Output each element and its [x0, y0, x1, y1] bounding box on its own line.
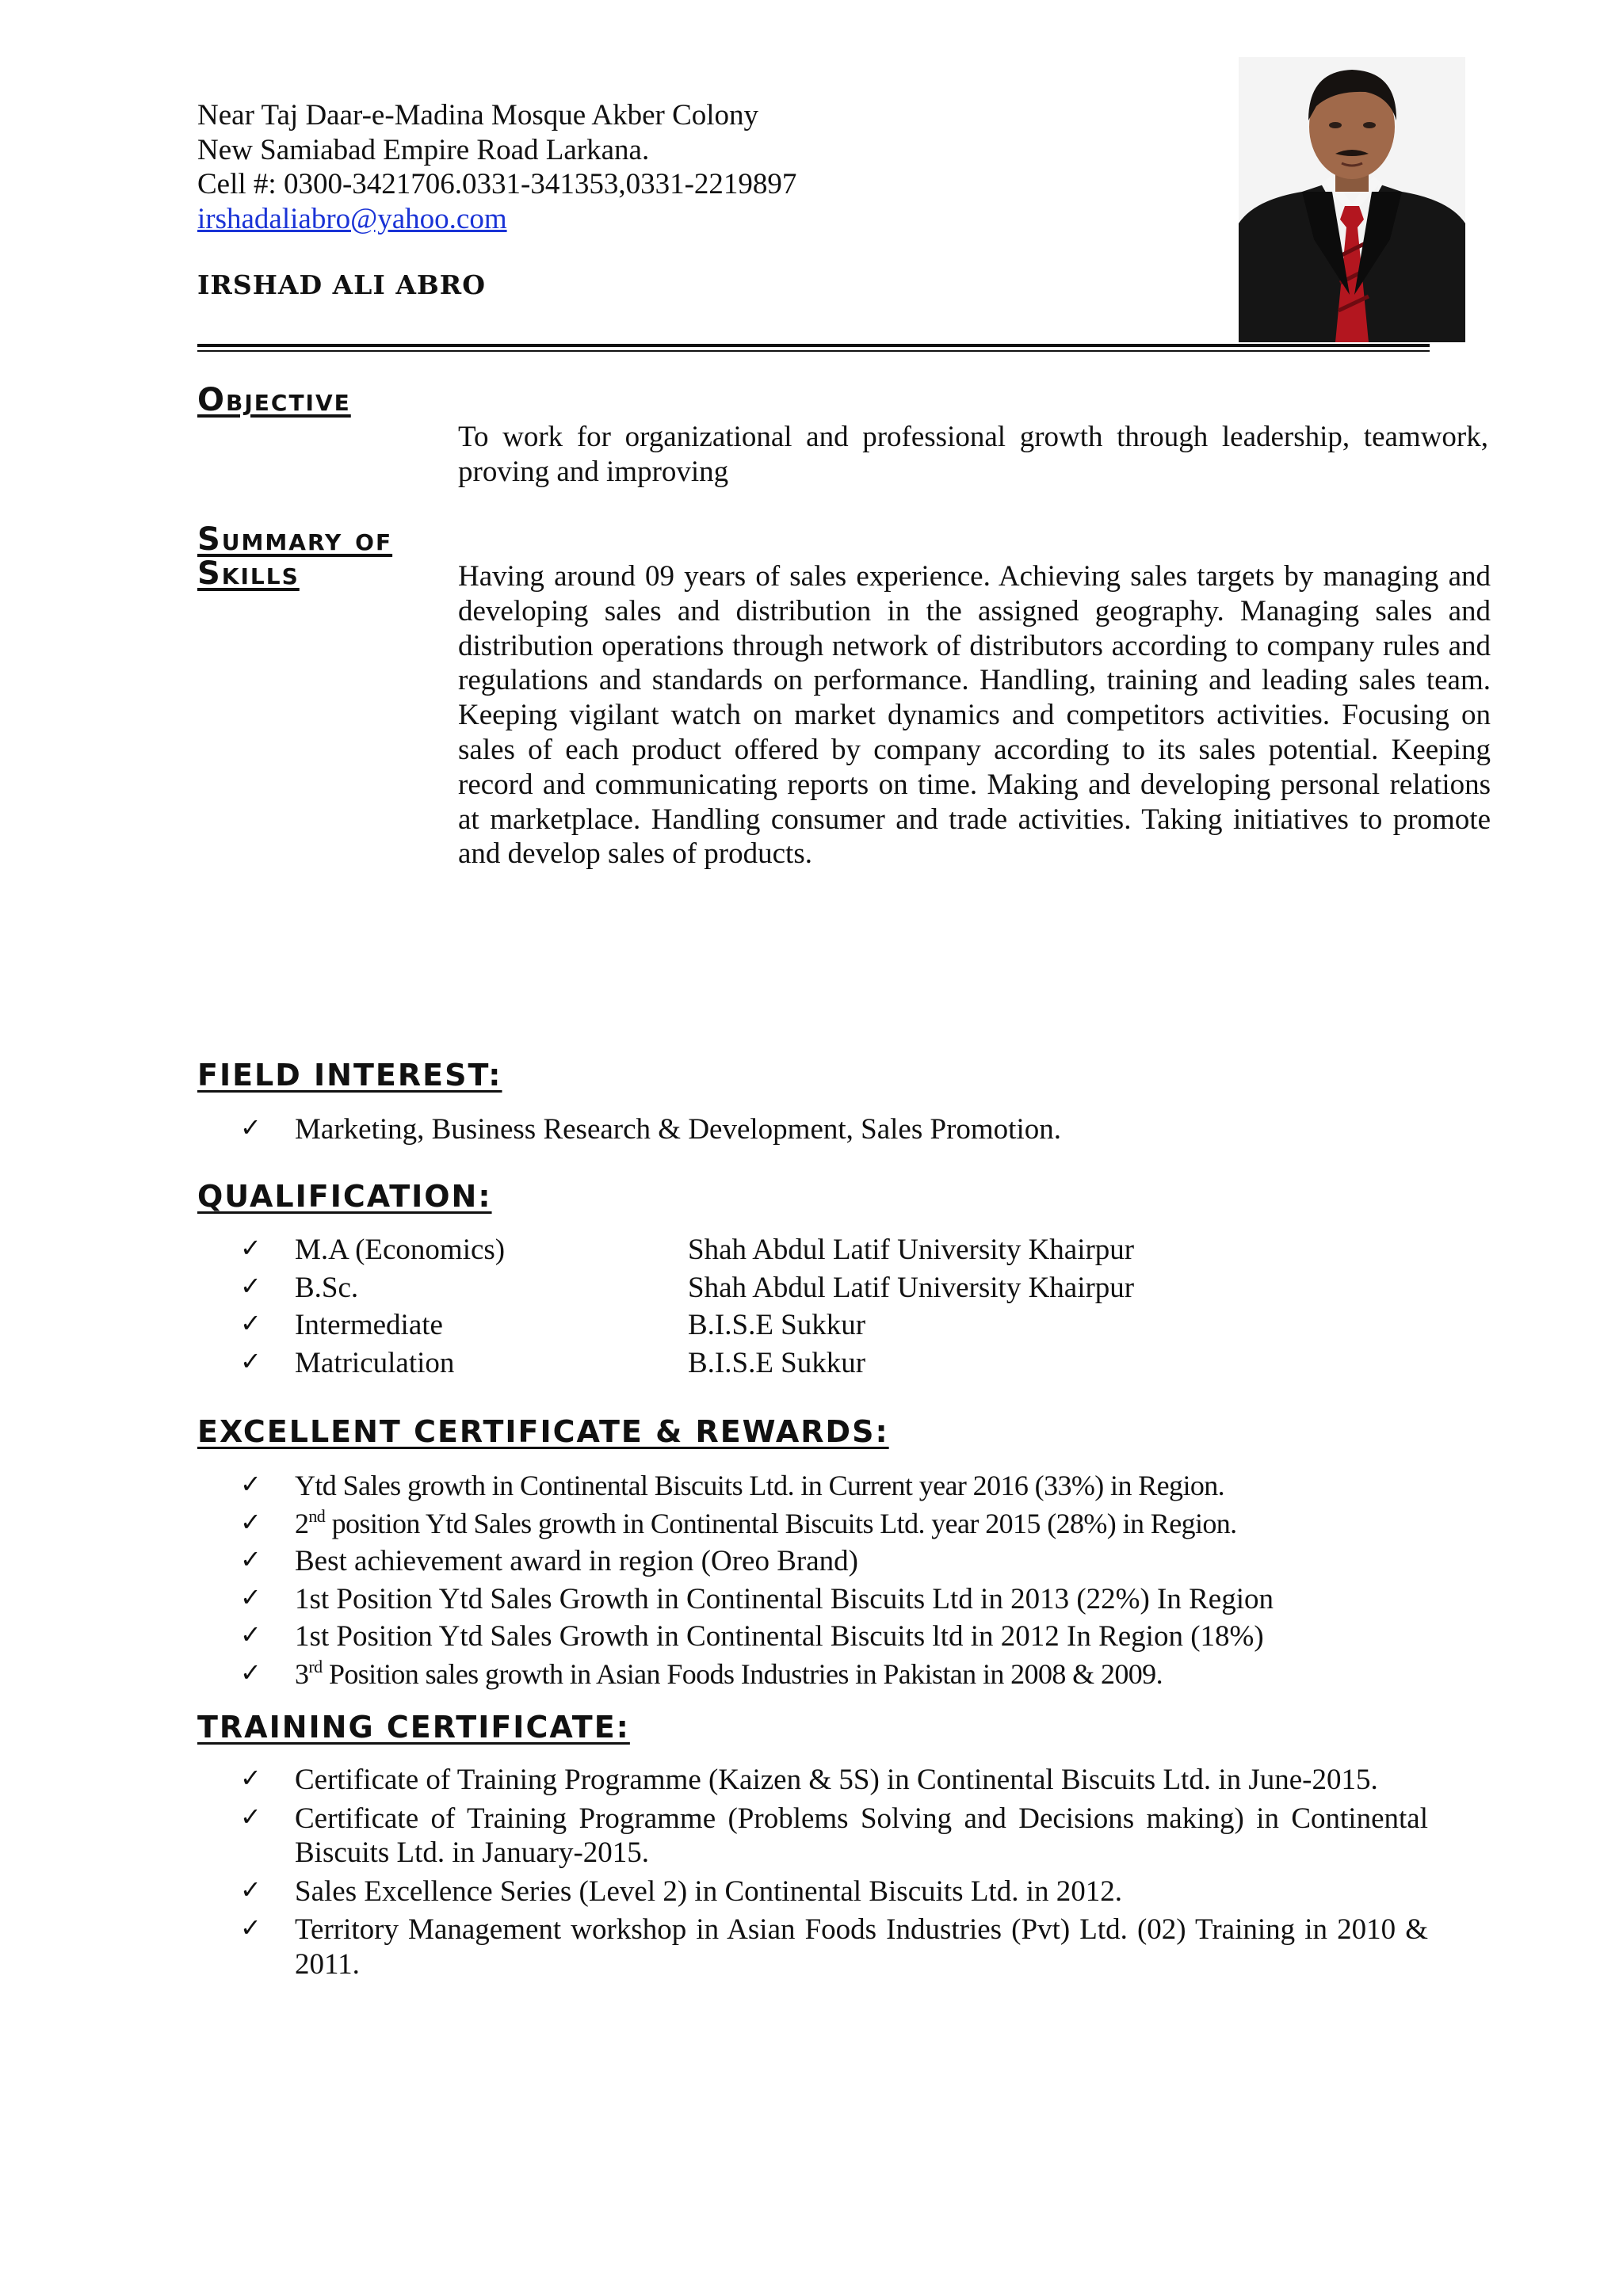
header-rule-thin [197, 350, 1430, 352]
email-link[interactable]: irshadaliabro@yahoo.com [197, 202, 507, 235]
degree: Intermediate [295, 1309, 443, 1341]
list-item: ✓ Certificate of Training Programme (Problems Solving and Decisions making) in Continental Biscuits Ltd. in January-2015. [240, 1801, 1428, 1869]
cell-numbers: Cell #: 0300-3421706.0331-341353,0331-2219897 [197, 168, 797, 200]
check-icon: ✓ [240, 1506, 262, 1537]
ordinal-number: 3 [295, 1657, 309, 1690]
training-list [240, 1763, 1429, 1985]
institute: Shah Abdul Latif University Khairpur [688, 1271, 1135, 1304]
degree: B.Sc. [295, 1271, 359, 1304]
check-icon: ✓ [240, 1581, 262, 1612]
institute: Shah Abdul Latif University Khairpur [688, 1234, 1135, 1266]
objective-text: To work for organizational and professional growth through leadership, teamwork, proving and improving [458, 421, 1488, 488]
list-item: ✓ Sales Excellence Series (Level 2) in Continental Biscuits Ltd. in 2012. [240, 1874, 1122, 1908]
check-icon: ✓ [240, 1345, 262, 1376]
check-icon: ✓ [240, 1763, 262, 1793]
rewards-heading: EXCELLENT CERTIFICATE & REWARDS: [197, 1414, 889, 1449]
list-item: ✓ Certificate of Training Programme (Kaizen & 5S) in Continental Biscuits Ltd. in June-2015. [240, 1763, 1378, 1796]
training-heading: TRAINING CERTIFICATE: [197, 1710, 630, 1745]
contact-block [197, 98, 796, 236]
ordinal-suffix: rd [308, 1656, 323, 1676]
summary-text: Having around 09 years of sales experience. Achieving sales targets by managing and developing sales and distribution in the assigned geography. Managing sales and distribution operations through network of distributors according to company rules and regulations and standards on performance. Handling, training and leading sales team. Keeping vigilant watch on market dynamics and competitors activities. Focusing on sales of each product offered by company according to its sales potential. Keeping record and communicating reports on time. Making and developing personal relations at marketplace. Handling consumer and trade activities. Taking initiatives to promote and develop sales of products. [458, 560, 1491, 871]
ordinal-number: 2 [295, 1507, 309, 1539]
check-icon: ✓ [240, 1544, 262, 1574]
check-icon: ✓ [240, 1619, 262, 1650]
list-item: ✓ Territory Management workshop in Asian Foods Industries (Pvt) Ltd. (02) Training in 2010 & 2011. [240, 1913, 1428, 1981]
institute: B.I.S.E Sukkur [688, 1346, 866, 1379]
summary-heading-line1: Summary of [197, 521, 393, 558]
address-line-1: Near Taj Daar-e-Madina Mosque Akber Colony [197, 99, 759, 132]
degree: M.A (Economics) [295, 1234, 506, 1266]
ordinal-suffix: nd [308, 1505, 326, 1526]
check-icon: ✓ [240, 1233, 262, 1263]
objective-heading: Objective [197, 382, 351, 418]
profile-photo [1239, 57, 1465, 342]
qualification-heading: QUALIFICATION: [197, 1179, 492, 1214]
header-rule-thick [197, 344, 1430, 347]
reward-text: position Ytd Sales growth in Continental Biscuits Ltd. year 2015 (28%) in Region. [325, 1507, 1237, 1539]
field-interest-heading: FIELD INTEREST: [197, 1058, 502, 1093]
check-icon: ✓ [240, 1308, 262, 1338]
check-icon: ✓ [240, 1801, 262, 1832]
portrait-icon [1239, 57, 1465, 342]
check-icon: ✓ [240, 1874, 262, 1905]
summary-heading-line2: Skills [197, 555, 300, 592]
institute: B.I.S.E Sukkur [688, 1309, 866, 1341]
reward-text: Position sales growth in Asian Foods Industries in Pakistan in 2008 & 2009. [322, 1657, 1163, 1690]
degree: Matriculation [295, 1346, 455, 1379]
summary-heading [197, 523, 392, 591]
check-icon: ✓ [240, 1112, 262, 1142]
candidate-name: IRSHAD ALI ABRO [197, 269, 486, 300]
check-icon: ✓ [240, 1469, 262, 1499]
resume-page: Near Taj Daar-e-Madina Mosque Akber Colony New Samiabad Empire Road Larkana. Cell #: 0300-3421706.0331-341353,0331-2219897 irshadaliabro@yahoo.com IRSHAD ALI ABRO Objective To work for organizational and professional growth through leadership, teamwork, proving and improving Summary of Skills Having around 09 years of sales experience. Achieving sales targets by managing and developing sales and distribution in the assigned geography. Managing sales and distribution operations through network of distributors according to company rules and regulations and standards on performance. Handling, training and leading sales team. Keeping vigilant watch on market dynamics and competitors activities. Focusing on sales of each product offered by company according to its sales potential. Keeping record and communicating reports on time. Making and developing personal relations at marketplace. Handling consumer and trade activities. Taking initiatives to promote and develop sales of products. FIELD INTEREST: ✓ Marketing, Business Research & Development, Sales Promotion. QUALIFICATION: ✓ M.A (Economics) Shah Abdul Latif University Khairpur ✓ B.Sc. Shah Abdul Latif University Khairpur ✓ Intermediate B.I.S.E Sukkur ✓ Matriculation B.I.S.E Sukkur EXCELLENT CERTIFICATE & REWARDS: ✓ Ytd Sales growth in Continental Biscuits Ltd. in Current year 2016 (33%) in Region. ✓ 2nd position Ytd Sales growth in Continental Biscuits Ltd. year 2015 (28%) in Region. ✓ Best achievement award in region (Oreo Brand) ✓ 1st Position Ytd Sales Growth in Continental Biscuits Ltd in 2013 (22%) In Region ✓ 1st Position Ytd Sales Growth in Continental Biscuits ltd in 2012 In Region (18%) ✓ 3rd Position sales growth in Asian Foods Industries in Pakistan in 2008 & 2009. TRAINING CERTIFICATE: ✓ Certificate of Training Programme (Kaizen & 5S) in Continental Biscuits Ltd. in June-2015. ✓ Certificate of Training Programme (Problems Solving and Decisions making) in Continental Biscuits Ltd. in January-2015. ✓ Sales Excellence Series (Level 2) in Continental Biscuits Ltd. in 2012. ✓ Territory Management workshop in Asian Foods Industries (Pvt) Ltd. (02) Training in 2010 & 2011. [0, 0, 1623, 2296]
check-icon: ✓ [240, 1270, 262, 1301]
check-icon: ✓ [240, 1913, 262, 1943]
address-line-2: New Samiabad Empire Road Larkana. [197, 133, 650, 166]
check-icon: ✓ [240, 1657, 262, 1688]
